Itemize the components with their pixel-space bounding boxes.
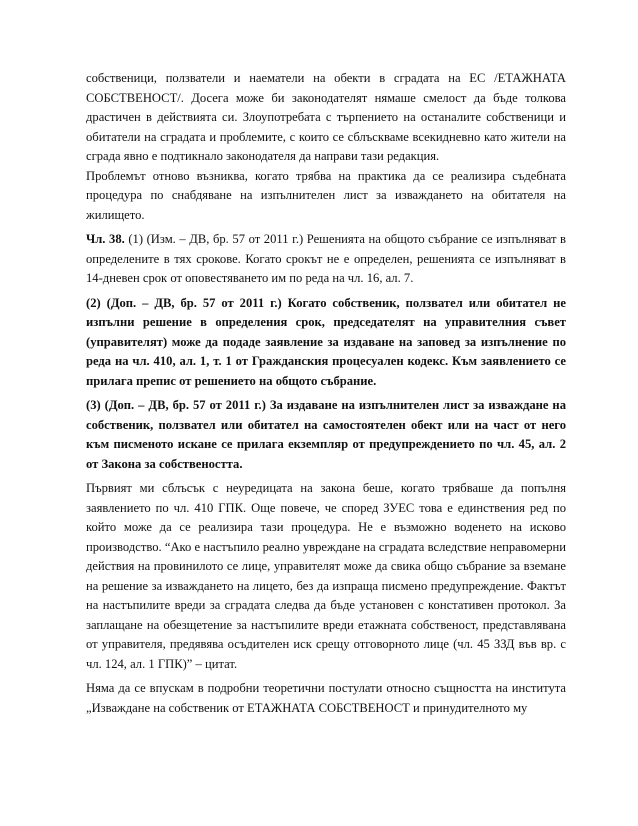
document-page [86,69,566,718]
paragraph-first-encounter: Първият ми сблъсък с неуредицата на закона беше, когато трябваше да попълня заявлението по чл. 410 ГПК. Още повече, че според ЗУЕС това е единствения ред по който може да се реализира тази процедура. Не е възможно воденето на исково производство. “Ако е настъпило реално увреждане на сградата вследствие неправомерни действия на провинилото се лице, управителят може да свика общо събрание за вземане на решение за изваждането на лицето, без да изпраща писмено предупреждение. Фактът на настъпилите вреди за сградата следва да бъде установен с констативен протокол. За заплащане на обезщетение за настъпилите вреди етажната собственост, представлявана от управителя, предявява осъдителен иск срещу отговорното лице (чл. 45 ЗЗД във вр. с чл. 124, ал. 1 ГПК)” – цитат. [86,481,566,671]
paragraph-article-38 [86,230,566,289]
article-38-label: Чл. 38. [86,232,125,246]
paragraph-article-38-3: (3) (Доп. – ДВ, бр. 57 от 2011 г.) За издаване на изпълнителен лист за изваждане на собственик, ползвател или обитател на самостоятелен обект или на част от него към писменото искане се прилага екземпляр от предупреждението по чл. 45, ал. 2 от Закона за собствеността. [86,398,566,471]
paragraph-owners-intro: собственици, ползватели и наематели на обекти в сградата на ЕС /ЕТАЖНАТА СОБСТВЕНОСТ/. Досега може би законодателят нямаше смелост да бъде толкова драстичен в действията си. Злоупотребата с търпението на останалите собственици и обитатели на сградата и проблемите, с които се сблъскваме всекидневно като жители на сграда явно е подтикнало законодателя да направи тази редакция. [86,71,566,163]
paragraph-article-38-2: (2) (Доп. – ДВ, бр. 57 от 2011 г.) Когато собственик, ползвател или обитател не изпълни решение в определения срок, председателят на управителния съвет (управителят) може да подаде заявление за издаване на заповед за изпълнение по реда на чл. 410, ал. 1, т. 1 от Гражданския процесуален кодекс. Към заявлението се прилага препис от решението на общото събрание. [86,295,566,388]
paragraph-problem: Проблемът отново възниква, когато трябва на практика да се реализира съдебната процедура по снабдяване на изпълнителен лист за изваждането на обитателя на жилището. [86,168,566,222]
paragraph-theory: Няма да се впускам в подробни теоретични постулати относно същността на института „Изваждане на собственик от ЕТАЖНАТА СОБСТВЕНОСТ и принудителното му [86,681,566,715]
article-38-text: (1) (Изм. – ДВ, бр. 57 от 2011 г.) Решенията на общото събрание се изпълняват в определените в тях срокове. Когато срокът не е определен, решенията се изпълняват в 14-дневен срок от оповестяването им по реда на чл. 16, ал. 7. [86,232,566,285]
